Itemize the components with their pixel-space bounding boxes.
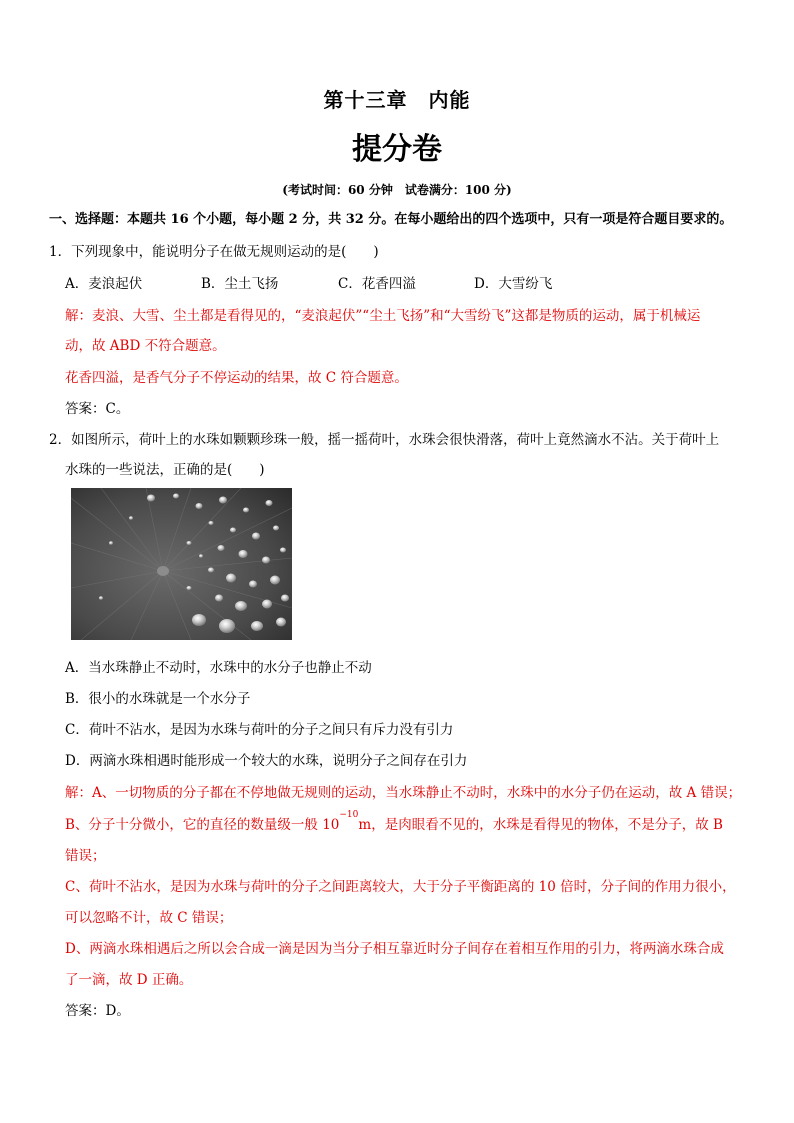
q2-option-d: D．两滴水珠相遇时能形成一个较大的水珠，说明分子之间存在引力 xyxy=(65,753,468,769)
q2-answer: 答案：D。 xyxy=(65,1003,130,1019)
q1-option-a: A．麦浪起伏 xyxy=(65,276,143,292)
section-heading: 一、选择题：本题共 16 个小题，每小题 2 分，共 32 分。在每小题给出的四个选项中，只有一项是符合题目要求的。 xyxy=(49,212,733,227)
q2-solution-exponent: −10 xyxy=(339,810,359,820)
q2-stem: 水珠的一些说法，正确的是( ) xyxy=(65,462,265,478)
q1-answer: 答案：C。 xyxy=(65,401,130,417)
q2-solution-text: B、分子十分微小，它的直径的数量级一般 10 xyxy=(65,817,340,833)
q2-option-c: C．荷叶不沾水，是因为水珠与荷叶的分子之间只有斥力没有引力 xyxy=(65,722,454,738)
q2-option-a: A．当水珠静止不动时，水珠中的水分子也静止不动 xyxy=(65,660,372,676)
q1-option-c: C．花香四溢 xyxy=(338,276,416,292)
lotus-leaf-water-drops-photo xyxy=(71,488,292,640)
q1-solution-line: 花香四溢，是香气分子不停运动的结果，故 C 符合题意。 xyxy=(65,370,408,386)
q2-stem: 2．如图所示，荷叶上的水珠如颗颗珍珠一般，摇一摇荷叶，水珠会很快滑落，荷叶上竟然滴水不沾。关于荷叶上 xyxy=(49,432,720,448)
q2-solution-line: 可以忽略不计，故 C 错误； xyxy=(65,910,233,926)
q2-solution-line xyxy=(65,810,723,833)
exam-info: (考试时间：60 分钟 试卷满分：100 分) xyxy=(282,183,512,197)
paper-title: 提分卷 xyxy=(352,132,442,167)
q1-option-d: D．大雪纷飞 xyxy=(474,276,553,292)
q2-solution-line: D、两滴水珠相遇后之所以会合成一滴是因为当分子相互靠近时分子间存在着相互作用的引力，将两滴水珠合成 xyxy=(65,941,724,957)
q1-solution-line: 解：麦浪、大雪、尘土都是看得见的，“麦浪起伏”“尘土飞扬”和“大雪纷飞”这都是物质的运动，属于机械运 xyxy=(65,308,701,324)
q2-solution-text: m，是肉眼看不见的，水珠是看得见的物体，不是分子，故 B xyxy=(358,817,723,833)
q2-option-b: B．很小的水珠就是一个水分子 xyxy=(65,691,251,707)
q1-solution-line: 动，故 ABD 不符合题意。 xyxy=(65,338,226,354)
q2-solution-line: 解：A、一切物质的分子都在不停地做无规则的运动，当水珠静止不动时，水珠中的水分子仍在运动，故 A 错误； xyxy=(65,785,742,801)
q1-stem: 1．下列现象中，能说明分子在做无规则运动的是( ) xyxy=(49,244,379,260)
q2-solution-line: 错误； xyxy=(65,848,106,864)
q2-solution-line: C、荷叶不沾水，是因为水珠与荷叶的分子之间距离较大，大于分子平衡距离的 10 倍时，分子间的作用力很小， xyxy=(65,879,736,895)
q2-solution-line: 了一滴，故 D 正确。 xyxy=(65,972,193,988)
q1-option-b: B．尘土飞扬 xyxy=(201,276,279,292)
chapter-title: 第十三章 内能 xyxy=(323,88,471,112)
